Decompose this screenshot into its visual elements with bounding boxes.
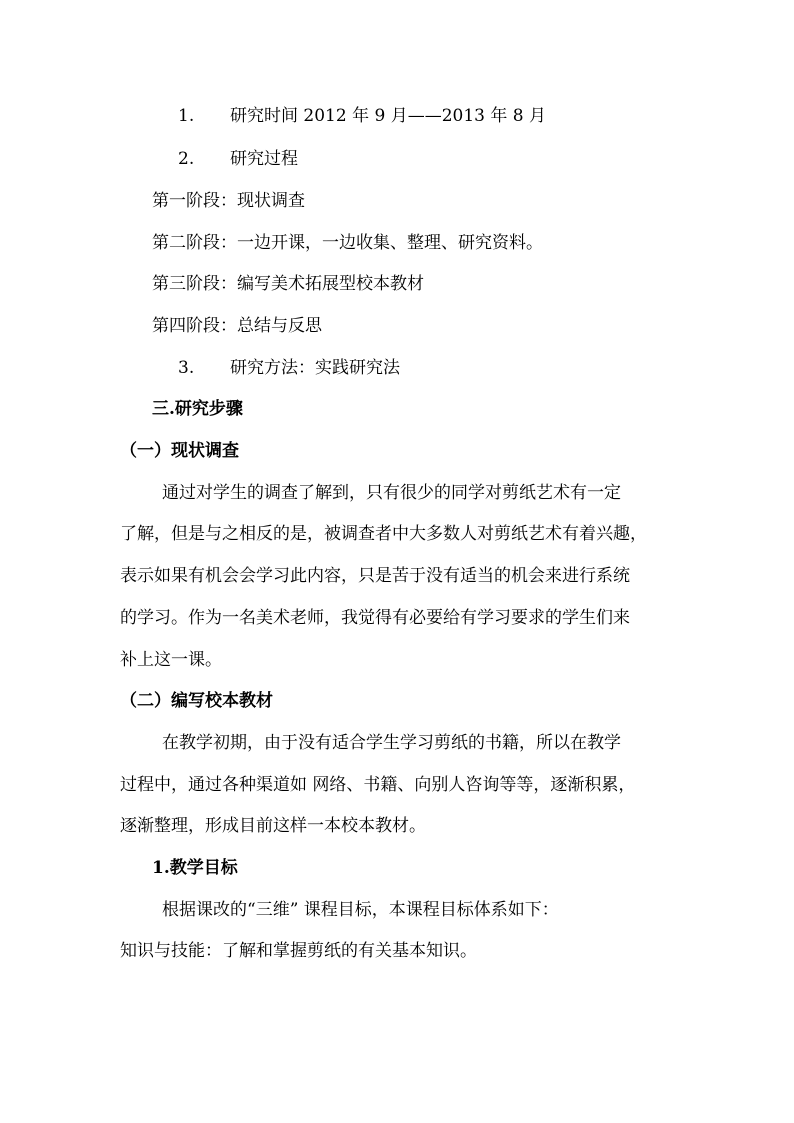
paragraph-line: 通过对学生的调查了解到，只有很少的同学对剪纸艺术有一定 xyxy=(162,483,621,503)
paragraph-line: 表示如果有机会会学习此内容，只是苦于没有适当的机会来进行系统 xyxy=(120,566,630,586)
list-number: 2. xyxy=(178,149,195,169)
list-item-research-method xyxy=(178,356,400,380)
list-number: 3. xyxy=(178,358,195,378)
list-item-research-time xyxy=(178,104,546,128)
stage-one: 第一阶段：现状调查 xyxy=(152,191,305,211)
paragraph-line: 逐渐整理，形成目前这样一本校本教材。 xyxy=(120,816,426,836)
paragraph-line: 补上这一课。 xyxy=(120,650,222,670)
list-number: 1. xyxy=(178,106,195,126)
paragraph-line: 了解，但是与之相反的是，被调查者中大多数人对剪纸艺术有着兴趣， xyxy=(120,524,647,544)
list-text: 研究时间 2012 年 9 月——2013 年 8 月 xyxy=(230,106,546,126)
paragraph-line: 根据课改的“三维” 课程目标，本课程目标体系如下： xyxy=(162,900,559,920)
stage-four: 第四阶段：总结与反思 xyxy=(152,316,322,336)
subsection-heading-textbook: （二）编写校本教材 xyxy=(120,691,273,711)
goal-heading: 1.教学目标 xyxy=(152,858,238,878)
paragraph-line: 在教学初期，由于没有适合学生学习剪纸的书籍，所以在教学 xyxy=(162,733,621,753)
section-heading: 三.研究步骤 xyxy=(152,399,243,419)
subsection-heading-survey: （一）现状调查 xyxy=(120,441,239,461)
paragraph-line: 的学习。作为一名美术老师，我觉得有必要给有学习要求的学生们来 xyxy=(120,608,630,628)
list-text: 研究方法：实践研究法 xyxy=(230,358,400,378)
stage-three: 第三阶段：编写美术拓展型校本教材 xyxy=(152,274,424,294)
list-text: 研究过程 xyxy=(230,149,298,169)
paragraph-line: 过程中，通过各种渠道如 网络、书籍、向别人咨询等等，逐渐积累， xyxy=(120,775,636,795)
list-item-research-process xyxy=(178,147,298,171)
stage-two: 第二阶段：一边开课，一边收集、整理、研究资料。 xyxy=(152,233,543,253)
paragraph-line: 知识与技能：了解和掌握剪纸的有关基本知识。 xyxy=(120,941,477,961)
